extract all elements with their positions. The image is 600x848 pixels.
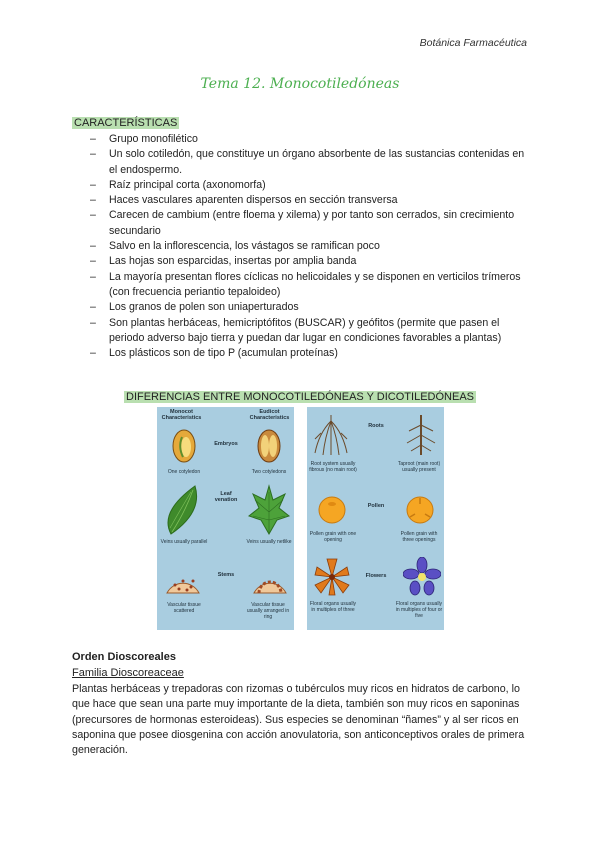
differences-heading-row [0, 391, 600, 403]
row-label-stems: Stems [217, 572, 235, 578]
eudicot-header: Eudicot Characteristics [249, 409, 290, 421]
characteristics-list [90, 132, 530, 361]
mono-root-caption: Root system usually fibrous (no main root) [309, 461, 357, 473]
row-label-embryos: Embryos [214, 441, 238, 447]
monocot-pollen-picture [317, 495, 347, 525]
list-item: – La mayoría presentan flores cíclicas no helicoidales y se disponen en verticilos trímeros (con frecuencia periantio tepaloideo) [90, 270, 530, 301]
dicot-embryo-caption: Two cotyledons [251, 469, 287, 475]
dicot-pollen-picture [405, 495, 435, 525]
list-item: – Las hojas son esparcidas, insertas por amplia banda [90, 254, 530, 269]
row-label-leaf: Leaf venation [214, 491, 238, 503]
list-item: – Los plásticos son de tipo P (acumulan proteínas) [90, 346, 530, 361]
dicot-flower-caption: Floral organs usually in multiples of four or five [395, 601, 443, 619]
row-label-pollen: Pollen [367, 503, 385, 509]
page-title: Tema 12. Monocotiledóneas [200, 76, 400, 92]
mono-flower-caption: Floral organs usually in multiples of three [309, 601, 357, 613]
order-heading: Orden Dioscoreales [72, 651, 176, 663]
dicot-root-caption: Taproot (main root) usually present [397, 461, 441, 473]
list-item: – Haces vasculares aparenten dispersos en sección transversa [90, 193, 530, 208]
characteristics-heading: CARACTERÍSTICAS [74, 117, 178, 129]
mono-embryo-caption: One cotyledon [167, 469, 201, 475]
figure-right-panel [307, 407, 444, 630]
family-heading: Familia Dioscoreaceae [72, 667, 184, 679]
differences-heading: DIFERENCIAS ENTRE MONOCOTILEDÓNEAS Y DICOTILEDÓNEAS [126, 391, 474, 403]
row-label-flowers: Flowers [365, 573, 387, 579]
dicot-stem-caption: Vascular tissue usually arranged in ring [246, 602, 290, 620]
dicot-pollen-caption: Pollen grain with three openings [400, 531, 438, 543]
dicot-root-picture [401, 413, 441, 457]
monocot-dicot-figure [157, 407, 444, 630]
dicot-leaf-picture [247, 482, 291, 538]
list-item: – Carecen de cambium (entre floema y xilema) y por tanto son cerrados, sin crecimiento secundario [90, 208, 530, 239]
dicot-leaf-caption: Veins usually netlike [246, 539, 292, 545]
monocot-flower-picture [313, 557, 351, 597]
list-item: – Grupo monofilético [90, 132, 530, 147]
row-label-roots: Roots [368, 423, 384, 429]
list-item: – Salvo en la inflorescencia, los vástagos se ramifican poco [90, 239, 530, 254]
monocot-header: Monocot Characteristics [161, 409, 202, 421]
dicot-flower-picture [403, 557, 441, 597]
dicot-stem-picture [250, 557, 290, 597]
list-item: – Son plantas herbáceas, hemicriptófitos (BUSCAR) y geófitos (permite que pasen el periodo adverso bajo tierra y puedan dar lugar en condiciones favorables a plantas) [90, 316, 530, 347]
monocot-leaf-picture [161, 482, 201, 538]
mono-leaf-caption: Veins usually parallel [160, 539, 208, 545]
list-item: – Raíz principal corta (axonomorfa) [90, 178, 530, 193]
mono-stem-caption: Vascular tissue scattered [167, 602, 201, 614]
list-item: – Los granos de polen son uniaperturados [90, 300, 530, 315]
family-description: Plantas herbáceas y trepadoras con rizomas o tubérculos muy ricos en hidratos de carbono, lo que hace que sean una parte muy importante de la dieta, también son muy ricos en saponinas (precursores de hormonas esteroideas). Sus especies se denominan “ñames” y al ser ricos en saponina que posee diosgenina con acción anovulatoria, son anticonceptivos orales de primera generación. [72, 683, 525, 757]
monocot-stem-picture [163, 557, 203, 597]
monocot-root-picture [311, 413, 351, 457]
figure-left-panel [157, 407, 294, 630]
course-header: Botánica Farmacéutica [419, 37, 527, 49]
list-item: – Un solo cotiledón, que constituye un órgano absorbente de las sustancias contenidas en el endospermo. [90, 147, 530, 178]
mono-pollen-caption: Pollen grain with one opening [309, 531, 357, 543]
dicot-embryo-picture [252, 425, 286, 465]
monocot-embryo-picture [167, 425, 201, 465]
